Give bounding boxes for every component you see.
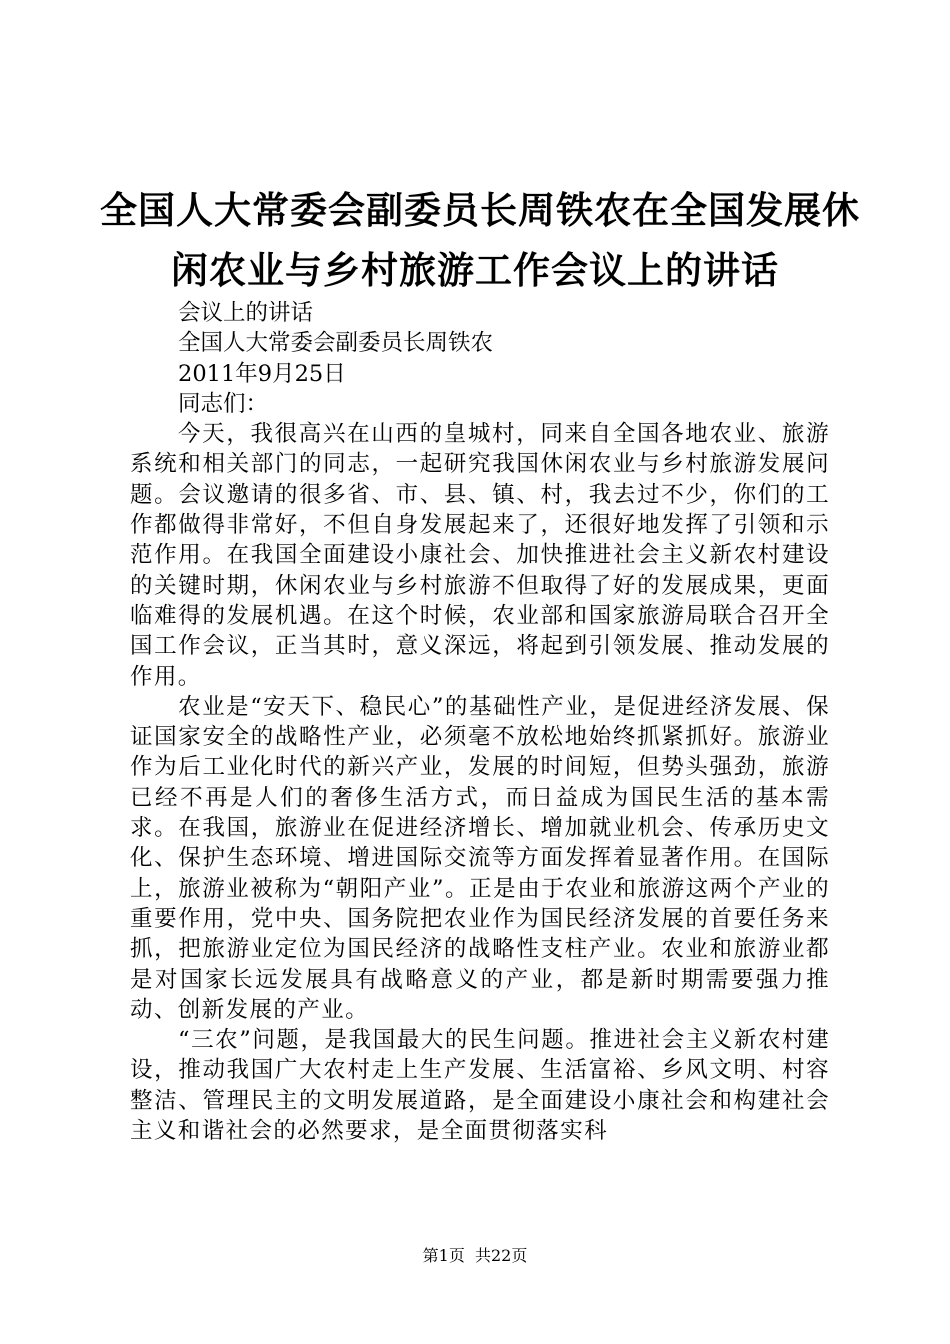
meta-date: 2011年9月25日	[178, 360, 346, 387]
title-line-1: 全国人大常委会副委员长周铁农在全国发展休	[100, 188, 860, 232]
page-number-label: 第1页 共22页	[422, 1246, 528, 1265]
paragraph-3: “三农”问题，是我国最大的民生问题。推进社会主义新农村建设，推动我国广大农村走上生产发展、生活富裕、乡风文明、村容整洁、管理民主的文明发展道路，是全面建设小康社会和构建社会主义和谐社会的必然要求，是全面贯彻落实科	[130, 1027, 830, 1145]
title-line-2: 闲农业与乡村旅游工作会议上的讲话	[171, 248, 779, 292]
meta-salutation: 同志们：	[178, 390, 269, 417]
meta-speaker: 全国人大常委会副委员长周铁农	[178, 330, 494, 357]
meta-occasion: 会议上的讲话	[178, 300, 314, 326]
document-title	[100, 180, 860, 300]
page-footer	[0, 1245, 950, 1267]
paragraph-2: 农业是“安天下、稳民心”的基础性产业，是促进经济发展、保证国家安全的战略性产业，必须毫不放松地始终抓紧抓好。旅游业作为后工业化时代的新兴产业，发展的时间短，但势头强劲，旅游已经不再是人们的奢侈生活方式，而日益成为国民生活的基本需求。在我国，旅游业在促进经济增长、增加就业机会、传承历史文化、保护生态环境、增进国际交流等方面发挥着显著作用。在国际上，旅游业被称为“朝阳产业”。正是由于农业和旅游这两个产业的重要作用，党中央、国务院把农业作为国民经济发展的首要任务来抓，把旅游业定位为国民经济的战略性支柱产业。农业和旅游业都是对国家长远发展具有战略意义的产业，都是新时期需要强力推动、创新发展的产业。	[130, 693, 830, 1023]
document-body	[130, 298, 830, 1146]
paragraph-1: 今天，我很高兴在山西的皇城村，同来自全国各地农业、旅游系统和相关部门的同志，一起研究我国休闲农业与乡村旅游发展问题。会议邀请的很多省、市、县、镇、村，我去过不少，你们的工作都做得非常好，不但自身发展起来了，还很好地发挥了引领和示范作用。在我国全面建设小康社会、加快推进社会主义新农村建设的关键时期，休闲农业与乡村旅游不但取得了好的发展成果，更面临难得的发展机遇。在这个时候，农业部和国家旅游局联合召开全国工作会议，正当其时，意义深远，将起到引领发展、推动发展的作用。	[130, 421, 830, 690]
